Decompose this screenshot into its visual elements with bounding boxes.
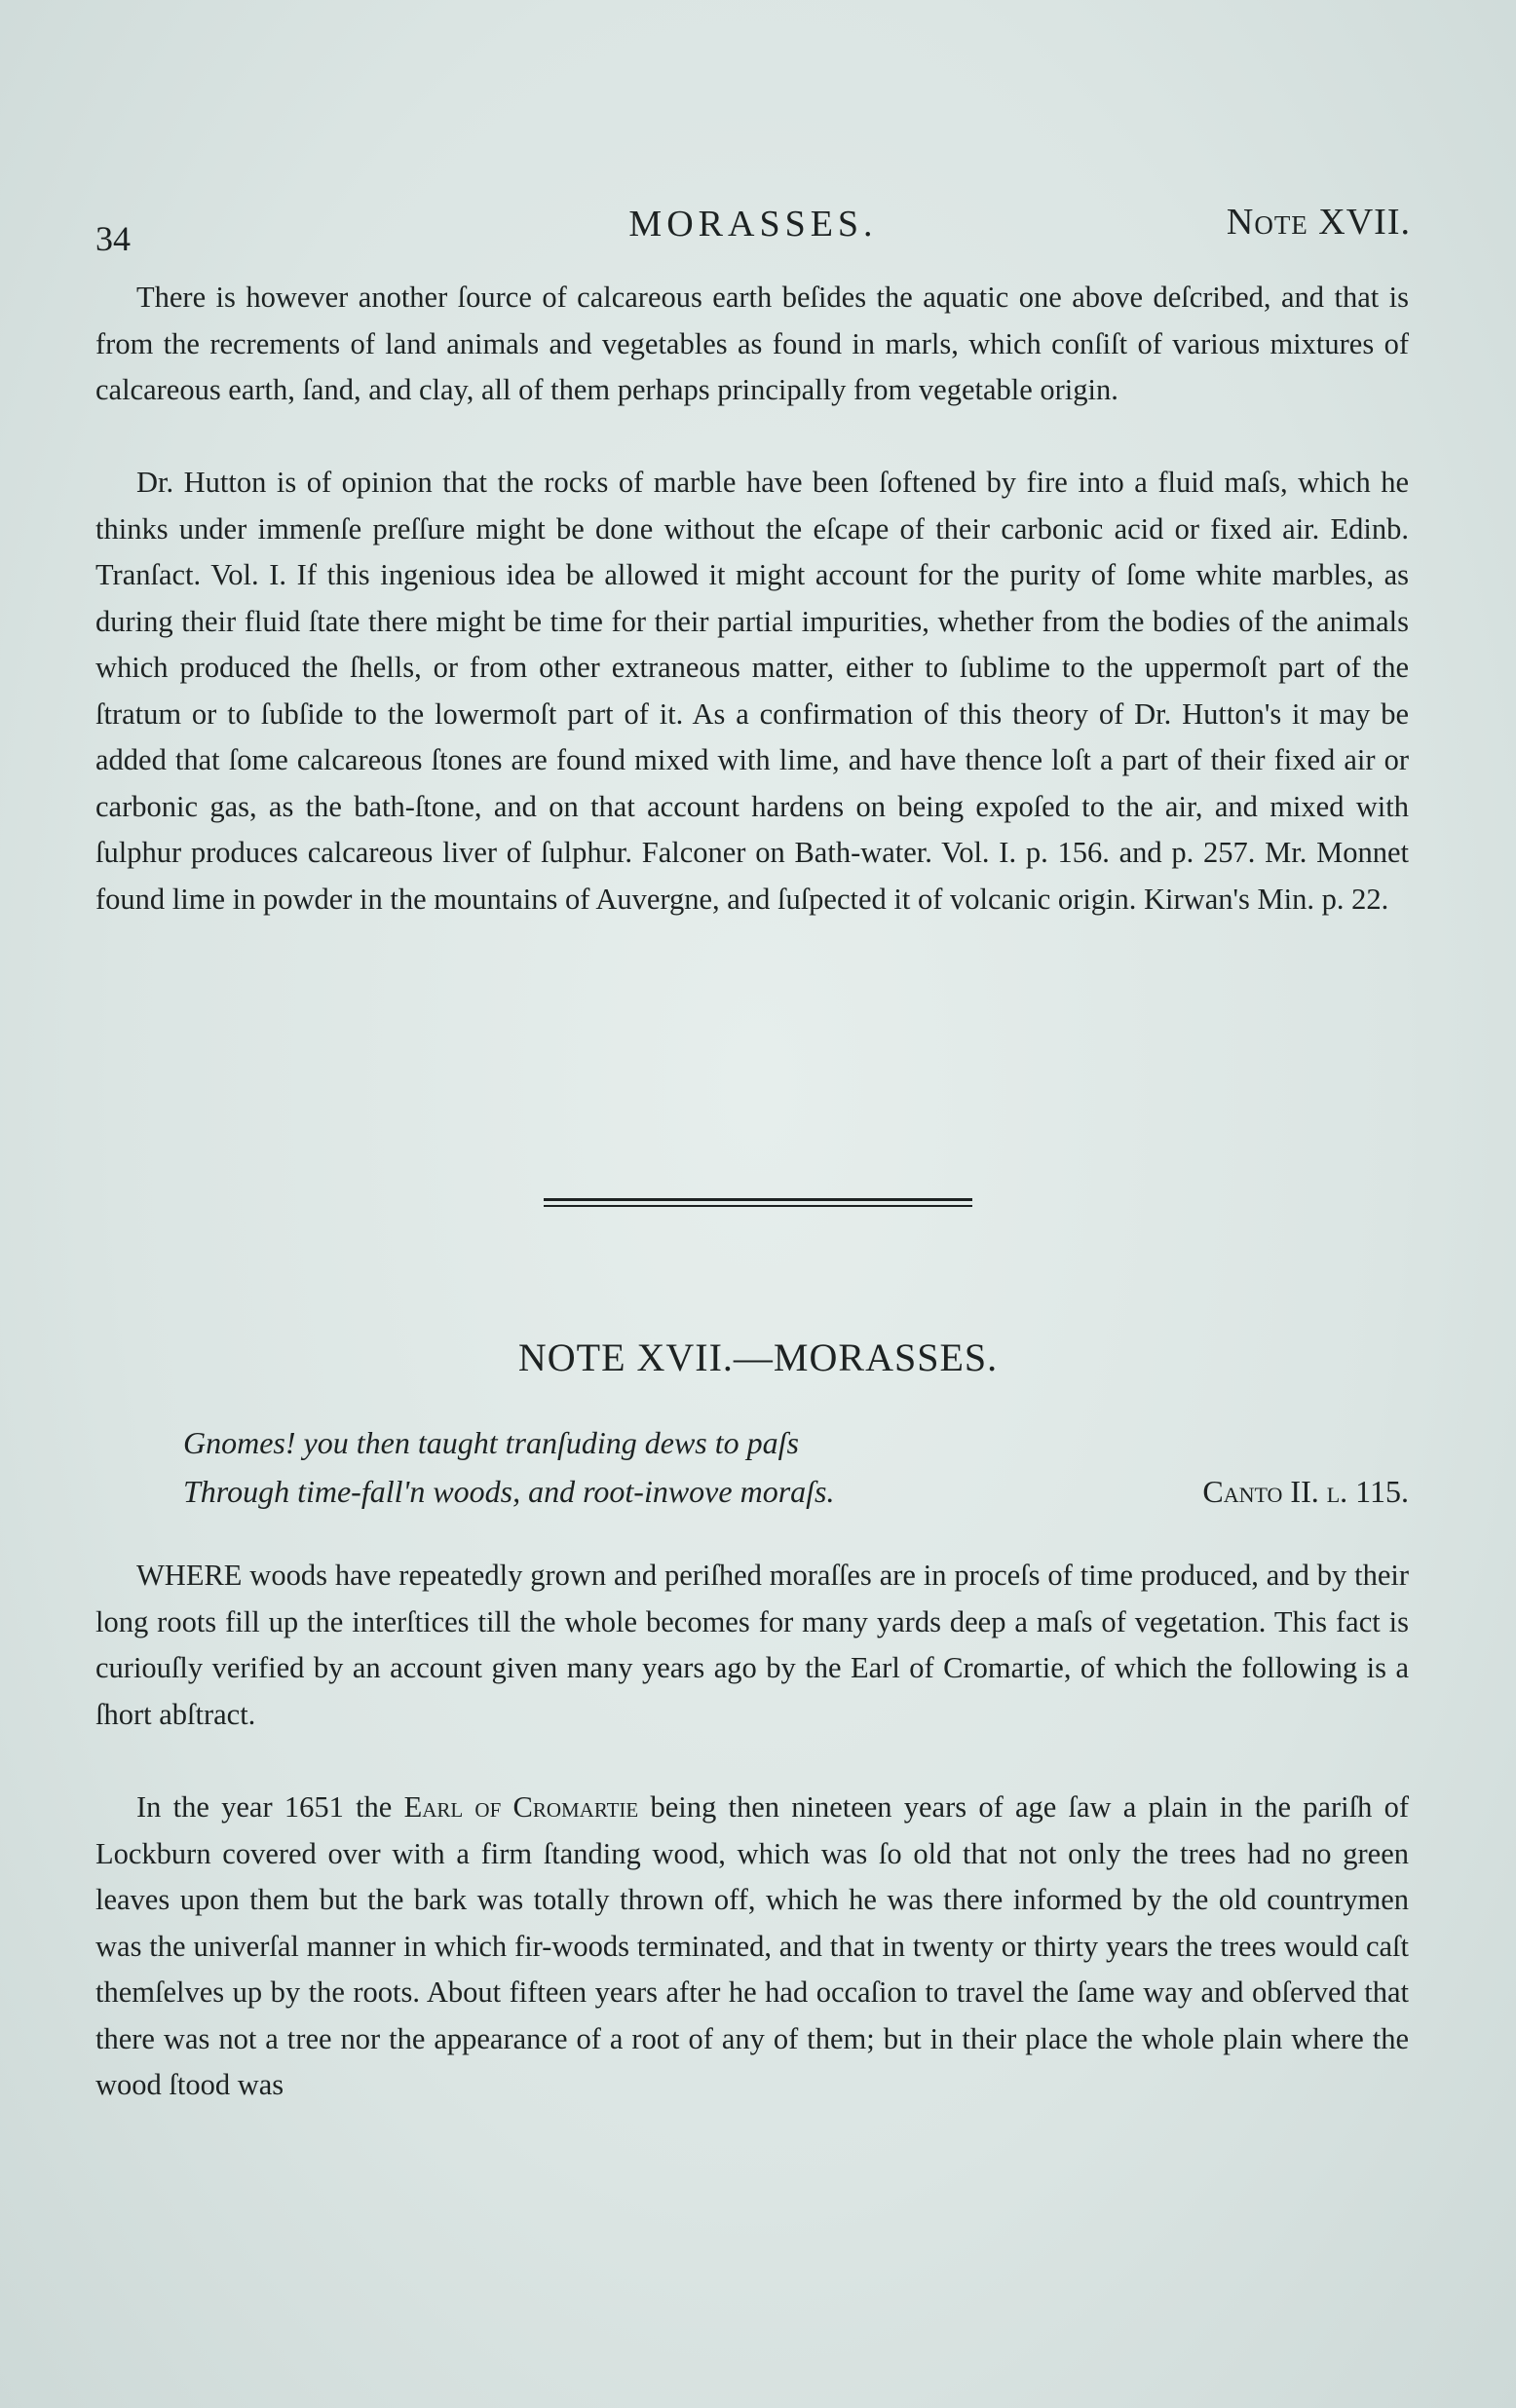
note-heading: NOTE XVII.—MORASSES.	[517, 1336, 999, 1379]
paragraph-text: There is however another ſource of calcareous earth beſides the aquatic one above deſcribed, and that is from the recrements of land animals and vegetables as found in marls, which conſiſt of various mixtures of calcareous earth, ſand, and clay, all of them perhaps principally from vegetable origin.	[95, 281, 1409, 406]
paragraph-text: Dr. Hutton is of opinion that the rocks of marble have been ſoftened by fire into a fluid maſs, which he thinks under immenſe preſſure might be done without the eſcape of their carbonic acid or fixed air. Edinb. Tranſact. Vol. I. If this ingenious idea be allowed it might account for the purity of ſome white marbles, as during their fluid ſtate there might be time for their partial impurities, whether from the bodies of the animals which produced the ſhells, or from other extraneous matter, either to ſublime to the uppermoſt part of the ſtratum or to ſubſide to the lowermoſt part of it. As a confirmation of this theory of Dr. Hutton's it may be added that ſome calcareous ſtones are found mixed with lime, and have thence loſt a part of their fixed air or carbonic gas, as the bath-ſtone, and on that account hardens on being expoſed to the air, and mixed with ſulphur produces calcareous liver of ſulphur. Falconer on Bath-water. Vol. I. p. 156. and p. 257. Mr. Monnet found lime in powder in the mountains of Auvergne, and ſuſpected it of volcanic origin. Kirwan's Min. p. 22.	[95, 466, 1409, 916]
paragraph-text: WHERE woods have repeatedly grown and periſhed moraſſes are in proceſs of time produced, and by their long roots fill up the interſtices till the whole becomes for many yards deep a maſs of vegetation. This fact is curiouſly verified by an account given many years ago by the Earl of Cromartie, of which the following is a ſhort abſtract.	[95, 1559, 1409, 1731]
page-header	[95, 193, 1411, 258]
paragraph-text-start: In the year 1651 the	[136, 1790, 393, 1824]
paragraph-earl-cromartie	[95, 1785, 1409, 2109]
running-title: MORASSES.	[628, 204, 878, 245]
section-divider	[544, 1196, 972, 1210]
epigraph-text: Gnomes! you then taught tranſuding dews to paſs	[183, 1425, 799, 1460]
paragraph-calcareous-earth	[95, 275, 1409, 414]
paragraph-text-rest: being then nineteen years of age ſaw a plain in the pariſh of Lockburn covered over with a firm ſtanding wood, which was ſo old that not only the trees had no green leaves upon them but the bark was totally thrown off, which he was there informed by the old countrymen was the univerſal manner in which fir-woods terminated, and that in twenty or thirty years the trees would caſt themſelves up by the roots. About fifteen years after he had occaſion to travel the ſame way and obſerved that there was not a tree nor the appearance of a root of any of them; but in their place the whole plain where the wood ſtood was	[95, 1790, 1409, 2101]
epigraph-line-1	[183, 1418, 1409, 1467]
earl-name: Earl of Cromartie	[403, 1790, 639, 1824]
canto-citation: Canto II. l. 115.	[1202, 1474, 1409, 1509]
note-reference: Note XVII.	[1226, 202, 1411, 243]
paragraph-hutton	[95, 460, 1409, 922]
epigraph-text: Through time-fall'n woods, and root-inwove moraſs.	[183, 1474, 835, 1509]
epigraph-line-2	[183, 1467, 1409, 1516]
page-number: 34	[95, 219, 131, 258]
paragraph-where-woods	[95, 1553, 1409, 1738]
